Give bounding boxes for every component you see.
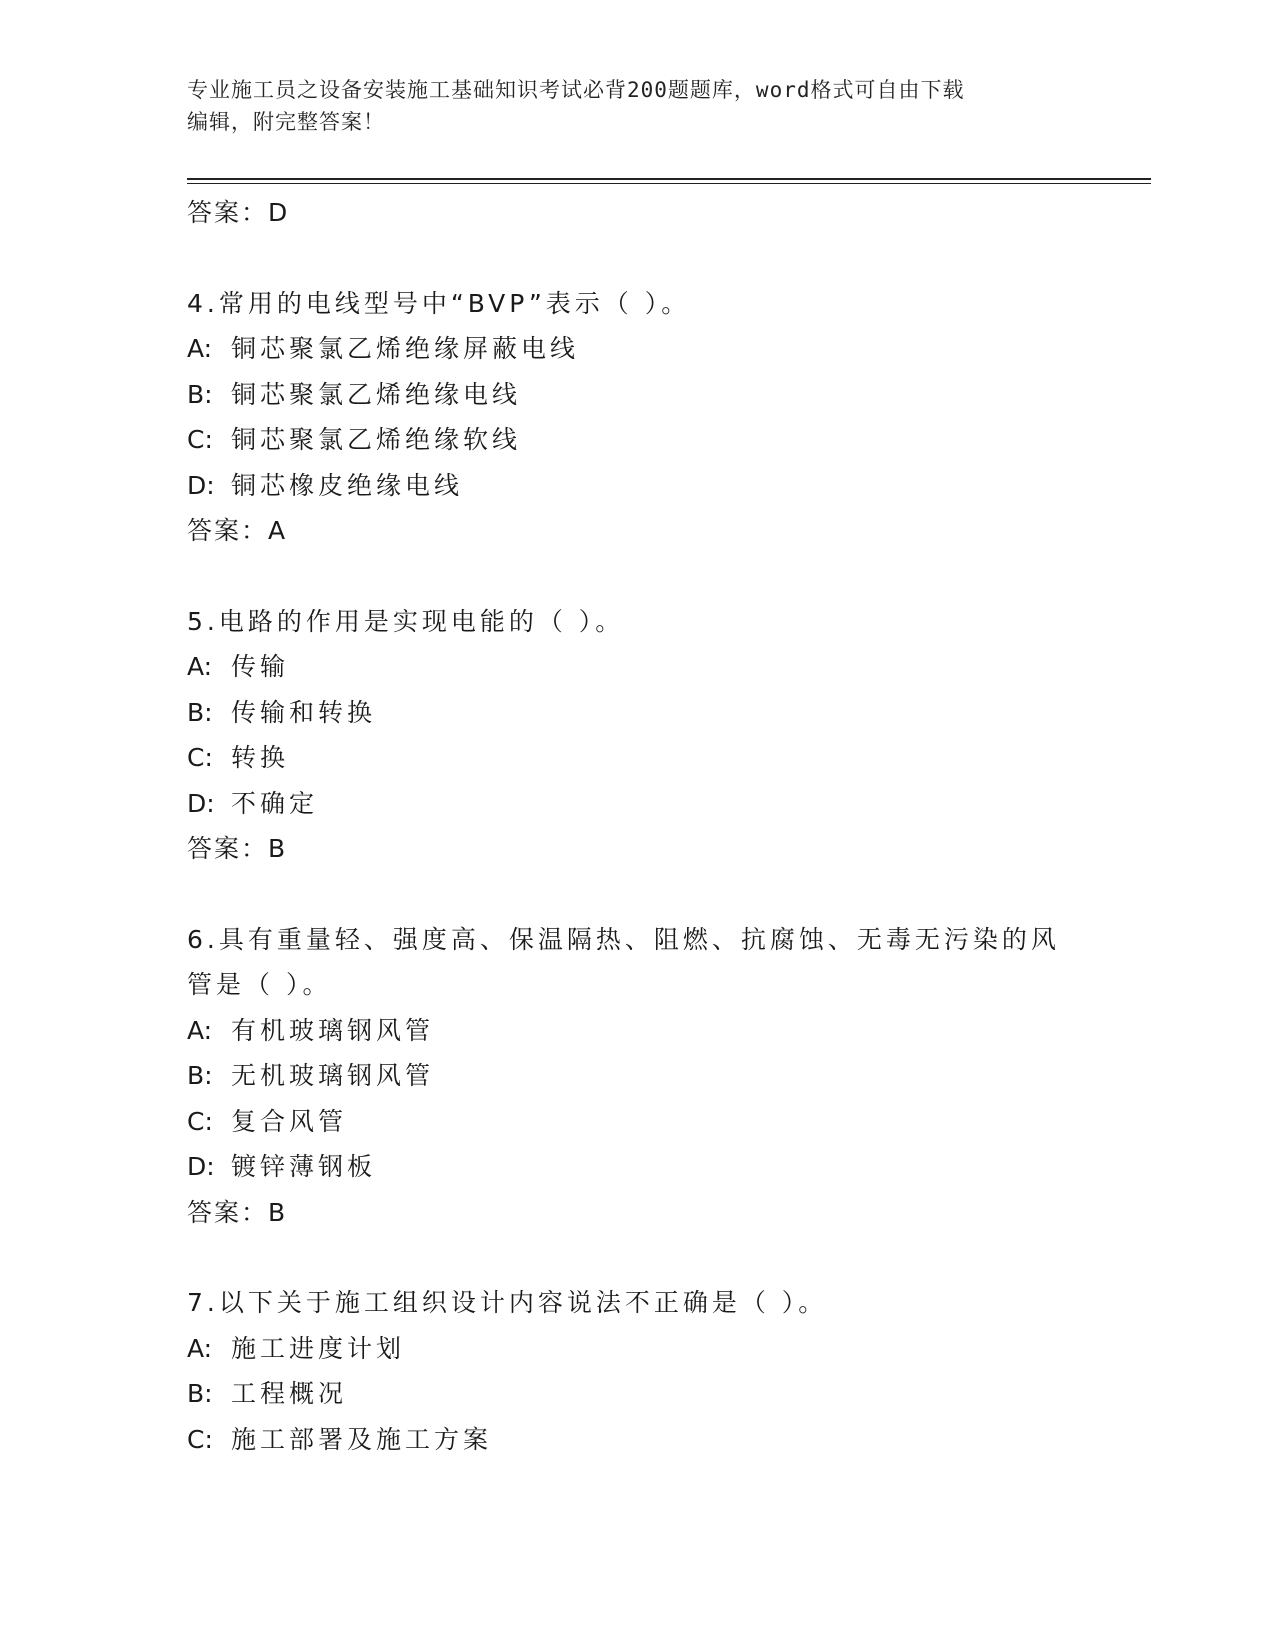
question-4-answer: 答案：A <box>187 516 288 545</box>
question-4-stem: 4.常用的电线型号中“BVP”表示（ ）。 <box>187 288 691 318</box>
option-label: D: <box>187 788 215 818</box>
option-label: C: <box>187 743 213 772</box>
header-line-2: 编辑，附完整答案！ <box>187 110 385 134</box>
question-6-stem-line-1: 6.具有重量轻、强度高、保温隔热、阻燃、抗腐蚀、无毒无污染的风 <box>187 924 1060 954</box>
question-4-option-d <box>187 463 1087 509</box>
option-text: 工程概况 <box>231 1379 348 1408</box>
question-6-option-c <box>187 1099 1087 1145</box>
option-text: 传输 <box>231 652 290 681</box>
option-label: D: <box>187 1152 215 1181</box>
question-5-option-b <box>187 690 1087 736</box>
header-divider-thick <box>187 178 1151 180</box>
option-text: 施工部署及施工方案 <box>231 1424 493 1454</box>
question-4-option-a <box>187 326 1087 372</box>
option-text: 不确定 <box>231 788 319 818</box>
option-text: 铜芯聚氯乙烯绝缘屏蔽电线 <box>231 334 580 363</box>
option-label: A: <box>187 1015 213 1045</box>
question-5-option-a <box>187 644 1087 690</box>
document-header <box>187 74 1087 138</box>
option-text: 铜芯聚氯乙烯绝缘软线 <box>231 425 522 454</box>
question-5-stem: 5.电路的作用是实现电能的（ ）。 <box>187 606 625 636</box>
question-6-option-b <box>187 1053 1087 1099</box>
question-5-answer: 答案：B <box>187 834 288 863</box>
question-7-option-c <box>187 1417 1087 1463</box>
question-6-stem-line-2: 管是（ ）。 <box>187 970 332 999</box>
option-label: C: <box>187 1106 213 1136</box>
spacer <box>187 236 1087 281</box>
option-text: 施工进度计划 <box>231 1333 406 1363</box>
question-6-option-d <box>187 1144 1087 1190</box>
question-7-option-b <box>187 1371 1087 1417</box>
option-text: 复合风管 <box>231 1106 348 1136</box>
question-7 <box>187 1280 1087 1462</box>
spacer <box>187 554 1087 599</box>
question-5 <box>187 599 1087 872</box>
question-6 <box>187 917 1087 1236</box>
question-5-option-d <box>187 781 1087 827</box>
option-text: 铜芯聚氯乙烯绝缘电线 <box>231 379 522 409</box>
question-7-option-a <box>187 1326 1087 1372</box>
header-divider-thin <box>187 183 1151 184</box>
option-text: 传输和转换 <box>231 697 377 727</box>
option-label: B: <box>187 1379 213 1408</box>
question-4 <box>187 281 1087 554</box>
header-line-1: 专业施工员之设备安装施工基础知识考试必背200题题库，word格式可自由下载 <box>187 78 965 102</box>
answer-q3: 答案：D <box>187 198 290 227</box>
option-label: A: <box>187 334 213 363</box>
question-list <box>187 190 1087 1462</box>
option-text: 有机玻璃钢风管 <box>231 1015 435 1045</box>
question-6-option-a <box>187 1008 1087 1054</box>
option-text: 镀锌薄钢板 <box>231 1152 377 1181</box>
option-text: 转换 <box>231 743 290 772</box>
question-5-option-c <box>187 735 1087 781</box>
question-7-stem: 7.以下关于施工组织设计内容说法不正确是（ ）。 <box>187 1288 828 1317</box>
question-6-answer: 答案：B <box>187 1197 288 1227</box>
option-label: A: <box>187 1333 213 1363</box>
option-label: B: <box>187 1061 213 1090</box>
spacer <box>187 872 1087 917</box>
option-label: D: <box>187 470 215 500</box>
option-label: B: <box>187 379 213 409</box>
option-label: C: <box>187 425 213 454</box>
option-label: B: <box>187 697 213 727</box>
question-4-option-b <box>187 372 1087 418</box>
spacer <box>187 1235 1087 1280</box>
option-label: C: <box>187 1424 213 1454</box>
option-label: A: <box>187 652 213 681</box>
question-4-option-c <box>187 417 1087 463</box>
option-text: 铜芯橡皮绝缘电线 <box>231 470 464 500</box>
option-text: 无机玻璃钢风管 <box>231 1061 435 1090</box>
